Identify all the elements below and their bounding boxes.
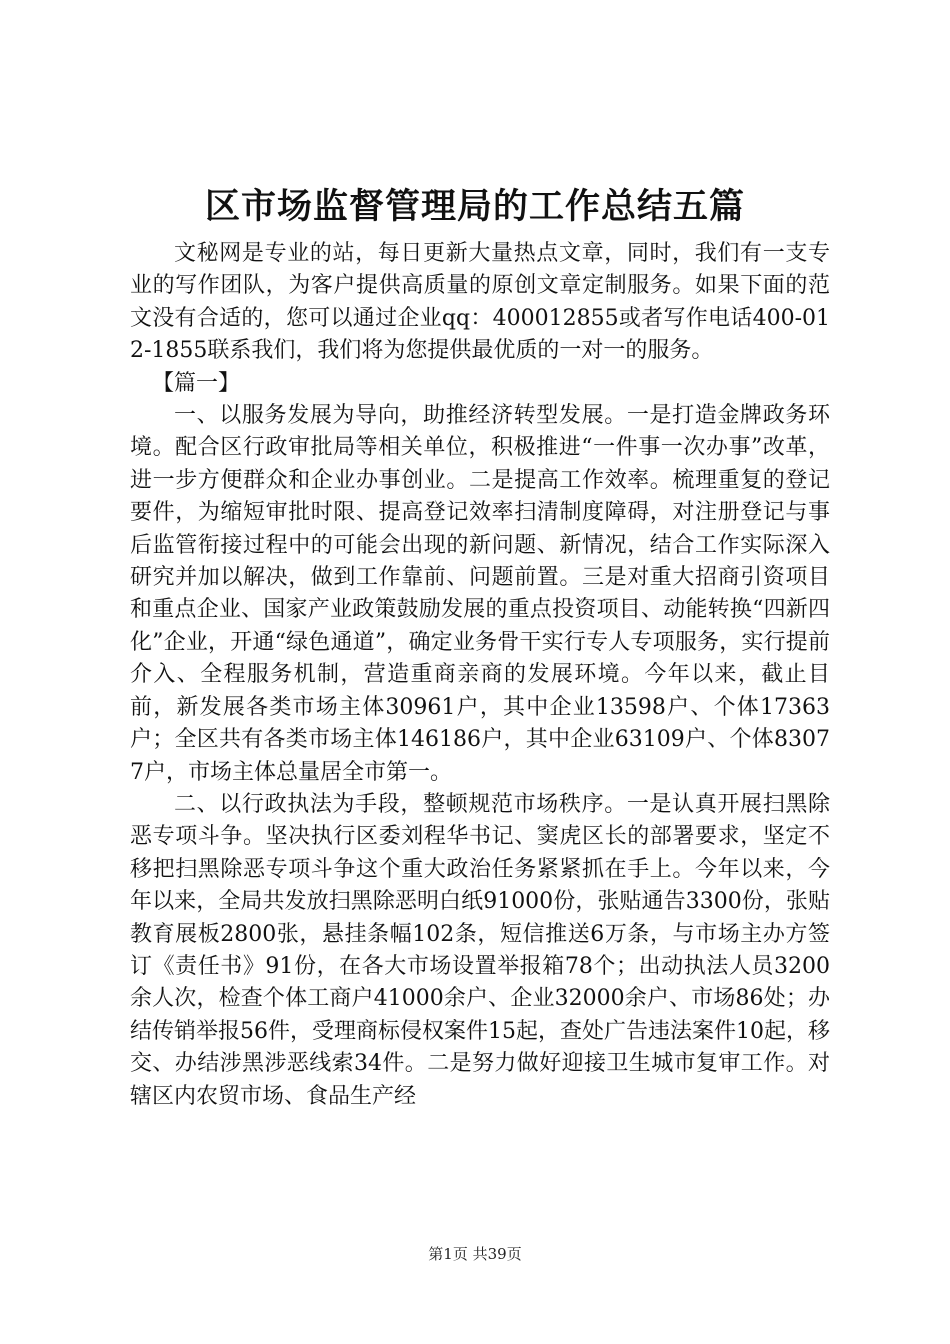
document-body bbox=[130, 238, 830, 1113]
intro-paragraph: 文秘网是专业的站，每日更新大量热点文章，同时，我们有一支专业的写作团队，为客户提供高质量的原创文章定制服务。如果下面的范文没有合适的，您可以通过企业qq：400012855或者写作电话400-012-1855联系我们，我们将为您提供最优质的一对一的服务。 bbox=[130, 241, 830, 364]
section-heading: 【篇一】 bbox=[152, 370, 241, 396]
page-footer: 第1页 共39页 bbox=[428, 1245, 522, 1263]
document-title: 区市场监督管理局的工作总结五篇 bbox=[204, 186, 745, 227]
body-paragraph: 二、以行政执法为手段，整顿规范市场秩序。一是认真开展扫黑除恶专项斗争。坚决执行区委刘程华书记、窦虎区长的部署要求，坚定不移把扫黑除恶专项斗争这个重大政治任务紧紧抓在手上。今年以来，今年以来，全局共发放扫黑除恶明白纸91000份，张贴通告3300份，张贴教育展板2800张，悬挂条幅102条，短信推送6万条，与市场主办方签订《责任书》91份，在各大市场设置举报箱78个；出动执法人员3200余人次，检查个体工商户41000余户、企业32000余户、市场86处；办结传销举报56件，受理商标侵权案件15起，查处广告违法案件10起，移交、办结涉黑涉恶线索34件。二是努力做好迎接卫生城市复审工作。对辖区内农贸市场、食品生产经 bbox=[130, 791, 830, 1109]
body-paragraph: 一、以服务发展为导向，助推经济转型发展。一是打造金牌政务环境。配合区行政审批局等相关单位，积极推进“一件事一次办事”改革，进一步方便群众和企业办事创业。二是提高工作效率。梳理重复的登记要件，为缩短审批时限、提高登记效率扫清制度障碍，对注册登记与事后监管衔接过程中的可能会出现的新问题、新情况，结合工作实际深入研究并加以解决，做到工作靠前、问题前置。三是对重大招商引资项目和重点企业、国家产业政策鼓励发展的重点投资项目、动能转换“四新四化”企业，开通“绿色通道”，确定业务骨干实行专人专项服务，实行提前介入、全程服务机制，营造重商亲商的发展环境。今年以来，截止目前，新发展各类市场主体30961户，其中企业13598户、个体17363户；全区共有各类市场主体146186户，其中企业63109户、个体83077户，市场主体总量居全市第一。 bbox=[130, 403, 830, 785]
